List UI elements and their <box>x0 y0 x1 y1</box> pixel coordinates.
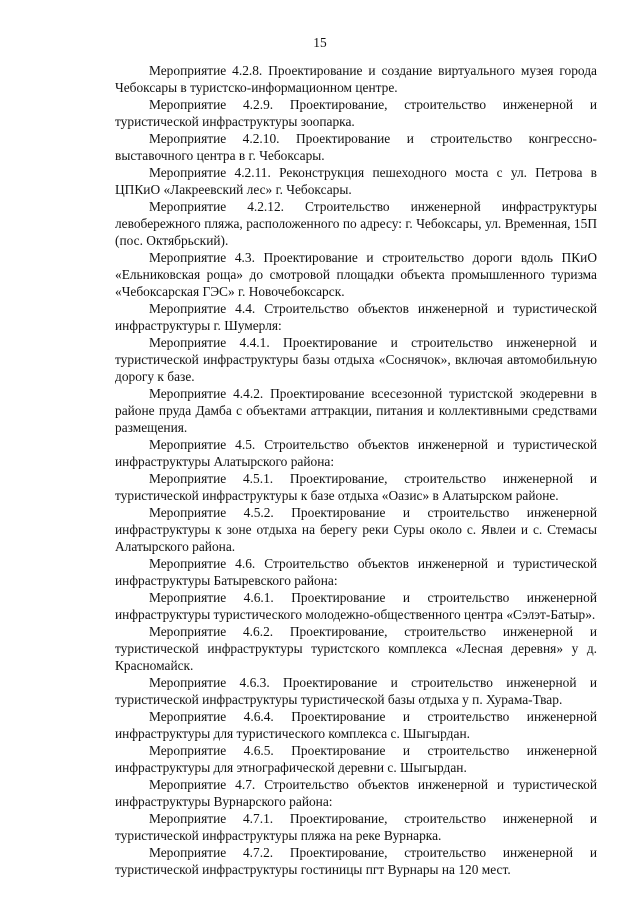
paragraph: Мероприятие 4.2.11. Реконструкция пешеходного моста с ул. Петрова в ЦПКиО «Лакреевский лес» г. Чебоксары. <box>115 165 597 197</box>
paragraph: Мероприятие 4.6.2. Проектирование, строительство инженерной и туристической инфраструктуры туристского комплекса «Лесная деревня» у д. Красномайск. <box>115 624 597 673</box>
paragraph: Мероприятие 4.7.1. Проектирование, строительство инженерной и туристической инфраструктуры пляжа на реке Вурнарка. <box>115 811 597 843</box>
paragraph: Мероприятие 4.2.12. Строительство инженерной инфраструктуры левобережного пляжа, расположенного по адресу: г. Чебоксары, ул. Временная, 15П (пос. Октябрьский). <box>115 199 597 248</box>
paragraph: Мероприятие 4.4. Строительство объектов инженерной и туристической инфраструктуры г. Шумерля: <box>115 301 597 333</box>
paragraph: Мероприятие 4.4.1. Проектирование и строительство инженерной и туристической инфраструктуры базы отдыха «Соснячок», включая автомобильную дорогу к базе. <box>115 335 597 384</box>
paragraph: Мероприятие 4.7.2. Проектирование, строительство инженерной и туристической инфраструктуры гостиницы пгт Вурнары на 120 мест. <box>115 845 597 877</box>
paragraph: Мероприятие 4.6.3. Проектирование и строительство инженерной и туристической инфраструктуры туристической базы отдыха у п. Хурама-Твар. <box>115 675 597 707</box>
paragraph: Мероприятие 4.6.5. Проектирование и строительство инженерной инфраструктуры для этнографической деревни с. Шыгырдан. <box>115 743 597 775</box>
paragraph: Мероприятие 4.7. Строительство объектов инженерной и туристической инфраструктуры Вурнарского района: <box>115 777 597 809</box>
paragraph: Мероприятие 4.2.10. Проектирование и строительство конгрессно-выставочного центра в г. Чебоксары. <box>115 131 597 163</box>
paragraph: Мероприятие 4.6.4. Проектирование и строительство инженерной инфраструктуры для туристического комплекса с. Шыгырдан. <box>115 709 597 741</box>
paragraph: Мероприятие 4.2.9. Проектирование, строительство инженерной и туристической инфраструктуры зоопарка. <box>115 97 597 129</box>
paragraph: Мероприятие 4.2.8. Проектирование и создание виртуального музея города Чебоксары в туристско-информационном центре. <box>115 63 597 95</box>
paragraph: Мероприятие 4.6.1. Проектирование и строительство инженерной инфраструктуры туристического молодежно-общественного центра «Сэлэт-Батыр». <box>115 590 597 622</box>
paragraph: Мероприятие 4.5.1. Проектирование, строительство инженерной и туристической инфраструктуры к базе отдыха «Оазис» в Алатырском районе. <box>115 471 597 503</box>
paragraph: Мероприятие 4.5. Строительство объектов инженерной и туристической инфраструктуры Алатырского района: <box>115 437 597 469</box>
paragraph: Мероприятие 4.3. Проектирование и строительство дороги вдоль ПКиО «Ельниковская роща» до смотровой площадки объекта промышленного туризма «Чебоксарская ГЭС» г. Новочебоксарск. <box>115 250 597 299</box>
document-body <box>115 62 597 878</box>
paragraph: Мероприятие 4.5.2. Проектирование и строительство инженерной инфраструктуры к зоне отдыха на берегу реки Суры около с. Явлеи и с. Стемасы Алатырского района. <box>115 505 597 554</box>
paragraph: Мероприятие 4.4.2. Проектирование всесезонной туристской экодеревни в районе пруда Дамба с объектами аттракции, питания и коллективными средствами размещения. <box>115 386 597 435</box>
paragraph: Мероприятие 4.6. Строительство объектов инженерной и туристической инфраструктуры Батыревского района: <box>115 556 597 588</box>
page-number: 15 <box>313 35 327 50</box>
